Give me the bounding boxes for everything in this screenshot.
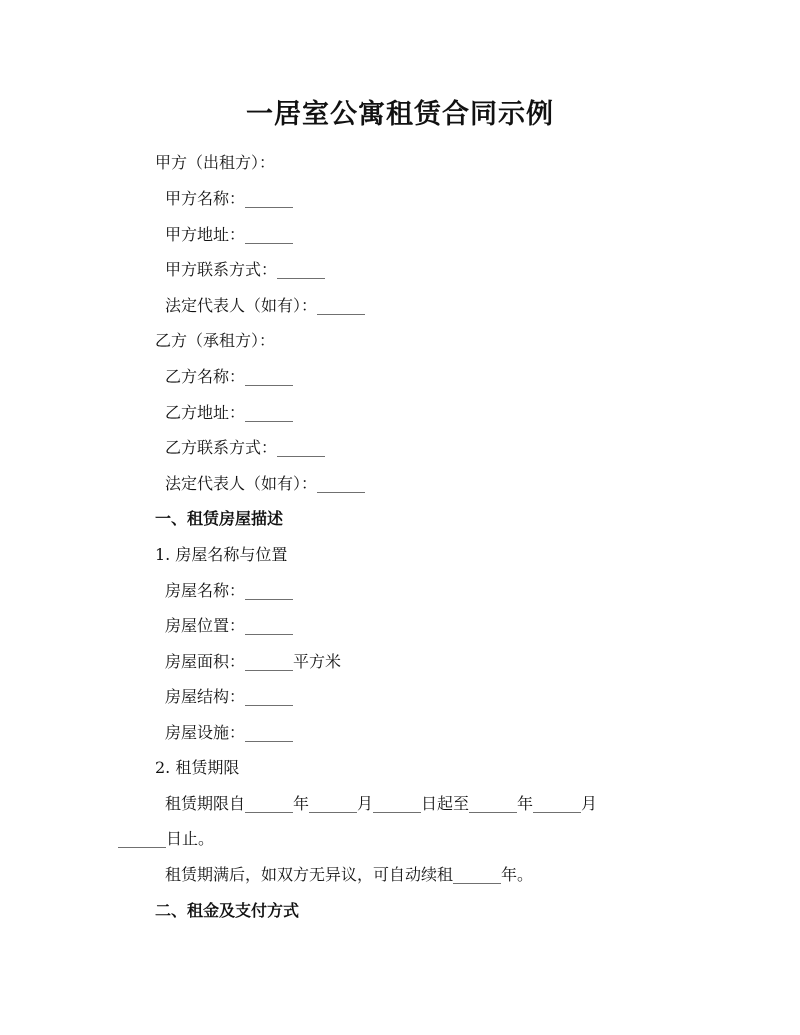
lease-term-line-1: 租赁期限自______年______月______日起至______年______月 [165, 794, 598, 813]
section-2-heading: 二、租金及支付方式 [155, 901, 300, 920]
party-b-contact: 乙方联系方式：______ [165, 438, 326, 457]
lease-term-line-2: ______日止。 [118, 829, 215, 848]
house-structure: 房屋结构：______ [165, 687, 294, 706]
party-b-heading: 乙方（承租方）： [155, 331, 276, 350]
party-a-heading: 甲方（出租方）： [155, 153, 276, 172]
party-a-contact: 甲方联系方式：______ [165, 260, 326, 279]
lease-renewal: 租赁期满后，如双方无异议，可自动续租______年。 [165, 865, 534, 884]
party-a-name: 甲方名称：______ [165, 189, 294, 208]
house-location: 房屋位置：______ [165, 616, 294, 635]
party-b-address: 乙方地址：______ [165, 403, 294, 422]
party-a-representative: 法定代表人（如有）：______ [165, 296, 366, 315]
party-b-representative: 法定代表人（如有）：______ [165, 474, 366, 493]
subsection-1-1-heading: 1. 房屋名称与位置 [155, 545, 288, 564]
document-title: 一居室公寓租赁合同示例 [246, 99, 554, 130]
party-b-name: 乙方名称：______ [165, 367, 294, 386]
party-a-address: 甲方地址：______ [165, 225, 294, 244]
subsection-1-2-heading: 2. 租赁期限 [155, 758, 240, 777]
house-area: 房屋面积：______平方米 [165, 652, 342, 671]
section-1-heading: 一、租赁房屋描述 [155, 509, 284, 528]
house-facilities: 房屋设施：______ [165, 723, 294, 742]
house-name: 房屋名称：______ [165, 581, 294, 600]
